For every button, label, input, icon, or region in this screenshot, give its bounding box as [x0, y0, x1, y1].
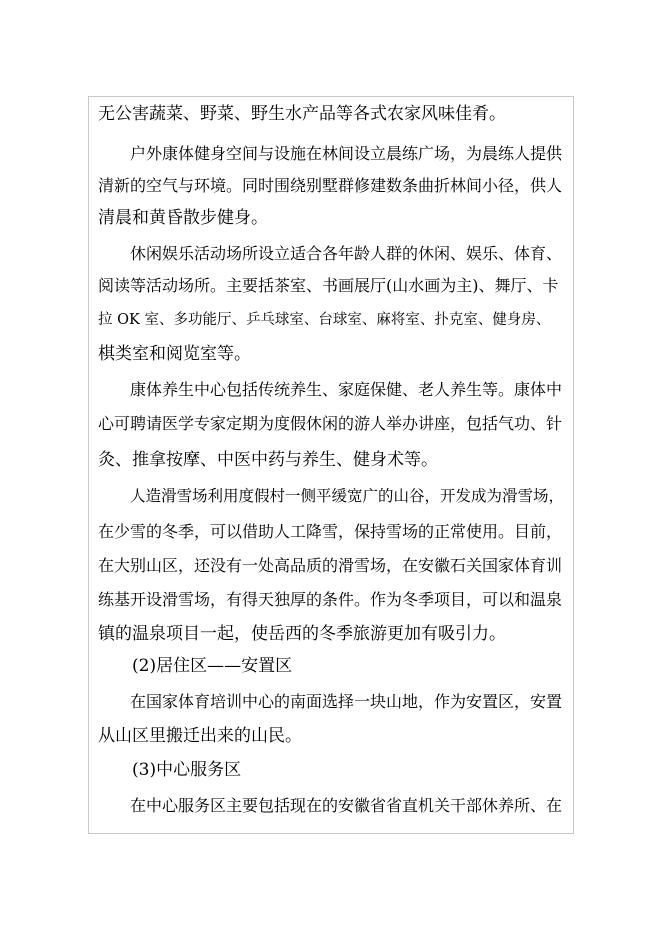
text-line: 从山区里搬迁出来的山民。 [98, 726, 302, 746]
paragraph-start-line: 在中心服务区主要包括现在的安徽省省直机关干部休养所、在 [130, 796, 563, 815]
paragraph-start-line: 康体养生中心包括传统养生、家庭保健、老人养生等。康体中 [130, 380, 563, 399]
text-line: 在大别山区，还没有一处高品质的滑雪场，在安徽石关国家体育训 [98, 556, 563, 575]
paragraph-start-line: 户外康体健身空间与设施在林间设立晨练广场，为晨练人提供 [130, 144, 563, 163]
paragraph-start-line: 人造滑雪场利用度假村一侧平缓宽广的山谷，开发成为滑雪场， [130, 487, 565, 505]
paragraph-start-line: 休闲娱乐活动场所设立适合各年龄人群的休闲、娱乐、体育、 [130, 244, 563, 263]
text-line: 清晨和黄昏散步健身。 [98, 208, 268, 228]
text-line: 在少雪的冬季，可以借助人工降雪，保持雪场的正常使用。目前， [98, 522, 563, 541]
text-line: 拉 OK 室、多功能厅、乒乓球室、台球室、麻将室、扑克室、健身房、 [98, 312, 551, 328]
text-line: 灸、推拿按摩、中医中药与养生、健身术等。 [98, 450, 438, 470]
text-line: 镇的温泉项目一起，使岳西的冬季旅游更加有吸引力。 [98, 624, 506, 644]
text-line: 无公害蔬菜、野菜、野生水产品等各式农家风味佳肴。 [98, 104, 506, 124]
section-heading-service: (3)中心服务区 [132, 760, 242, 780]
text-line: 清新的空气与环境。同时围绕别墅群修建数条曲折林间小径，供人 [98, 176, 563, 195]
section-heading-residential: (2)居住区——安置区 [132, 656, 293, 676]
text-line: 棋类室和阅览室等。 [98, 344, 251, 364]
text-line: 阅读等活动场所。主要括茶室、书画展厅(山水画为主)、舞厅、卡 [98, 276, 559, 295]
text-line: 练基开设滑雪场，有得天独厚的条件。作为冬季项目，可以和温泉 [98, 590, 563, 609]
text-line: 心可聘请医学专家定期为度假休闲的游人举办讲座，包括气功、针 [98, 414, 563, 433]
paragraph-start-line: 在国家体育培训中心的南面选择一块山地，作为安置区，安置 [130, 692, 563, 711]
